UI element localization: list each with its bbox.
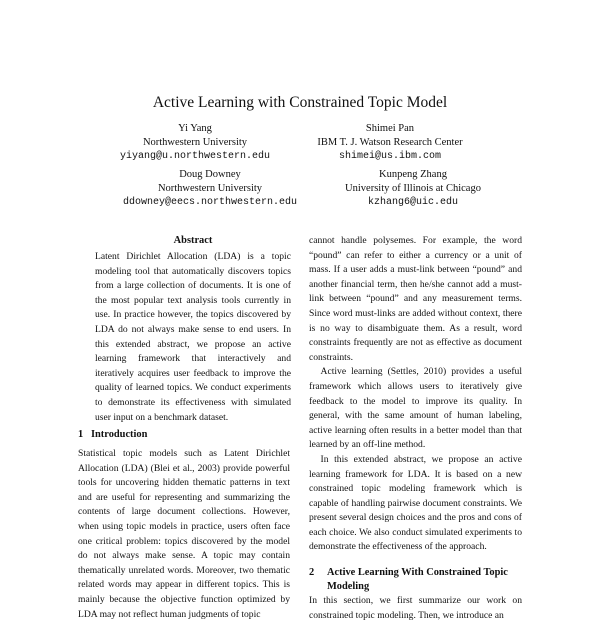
right-column [309, 234, 522, 623]
section-2-title: Active Learning With Constrained Topic Modeling [327, 567, 508, 593]
section-2-number: 2 [309, 567, 315, 579]
section-1-text: Statistical topic models such as Latent Dirichlet Allocation (LDA) (Blei et al., 2003) provide powerful tools for uncovering hidden thematic patterns in text and are useful for representing and summarizing the contents of large document collections. However, when using topic models in practice, users often face one critical problem: topics discovered by the model do not always make sense. A topic may contain thematically unrelated words. Moreover, two thematic related words may appear in different topics. This is mainly because the objective function optimized by LDA may not reflect human judgments of topic [78, 448, 290, 620]
section-1-header [78, 428, 290, 442]
abstract-body [95, 250, 291, 425]
paragraph-active-learning: Active learning (Settles, 2010) provides a useful framework which allows users to iteratively give feedback to the model to improve its quality. In general, with the same amount of human labeling, active learning often results in a better model than that learned by an off-line method. [309, 366, 522, 451]
author-email: kzhang6@uic.edu [367, 197, 458, 208]
author-name: Doug Downey [179, 169, 241, 180]
author-affiliation: University of Illinois at Chicago [345, 183, 481, 194]
paragraph-proposal: In this extended abstract, we propose an active learning framework for LDA. It is based on a new constrained topic modeling framework which is capable of handling pairwise document constraints. We present several design choices and the pros and cons of each choice. We also conduct simulated experiments to demonstrate the effectiveness of the approach. [309, 453, 522, 553]
section-1-heading: 1 Introduction [78, 429, 148, 440]
section-1-body [78, 447, 290, 622]
author-block-2 [300, 122, 480, 164]
author-email: ddowney@eecs.northwestern.edu [122, 197, 298, 208]
author-affiliation: Northwestern University [142, 137, 248, 148]
author-affiliation: IBM T. J. Watson Research Center [317, 137, 463, 148]
author-name: Kunpeng Zhang [379, 169, 447, 180]
paper-title: Active Learning with Constrained Topic Model [152, 94, 448, 111]
abstract-heading: Abstract [173, 235, 213, 246]
abstract-text: Latent Dirichlet Allocation (LDA) is a topic modeling tool that automatically discovers topics from a large collection of documents. It is one of the most popular text analysis tools currently in use. In practice however, the topics discovered by LDA do not always make sense to end users. In this extended abstract, we propose an active learning framework that interactively and iteratively acquires user feedback to improve the quality of learned topics. We conduct experiments to demonstrate its effectiveness with simulated user input on a benchmark dataset. [95, 251, 291, 423]
author-affiliation: Northwestern University [157, 183, 263, 194]
paragraph-polysemes: cannot handle polysemes. For example, the word “pound” can refer to either a currency or a unit of mass. If a user adds a must-link between “pound” and another financial term, then he/she cannot add a must-link between “pound” and any measurement terms. Since word must-links are added without context, there is no way to disambiguate them. As a result, word constraints frequently are not as effective as document constraints. [309, 235, 522, 363]
author-block-4 [318, 168, 508, 210]
section-2-heading [309, 566, 522, 594]
author-block-3 [95, 168, 325, 210]
author-email: shimei@us.ibm.com [338, 151, 442, 162]
author-name: Shimei Pan [365, 123, 415, 134]
author-email: yiyang@u.northwestern.edu [119, 151, 271, 162]
author-block-1 [110, 122, 280, 164]
author-name: Yi Yang [178, 123, 212, 134]
section-2-text: In this section, we first summarize our work on constrained topic modeling. Then, we introduce an [309, 595, 522, 621]
